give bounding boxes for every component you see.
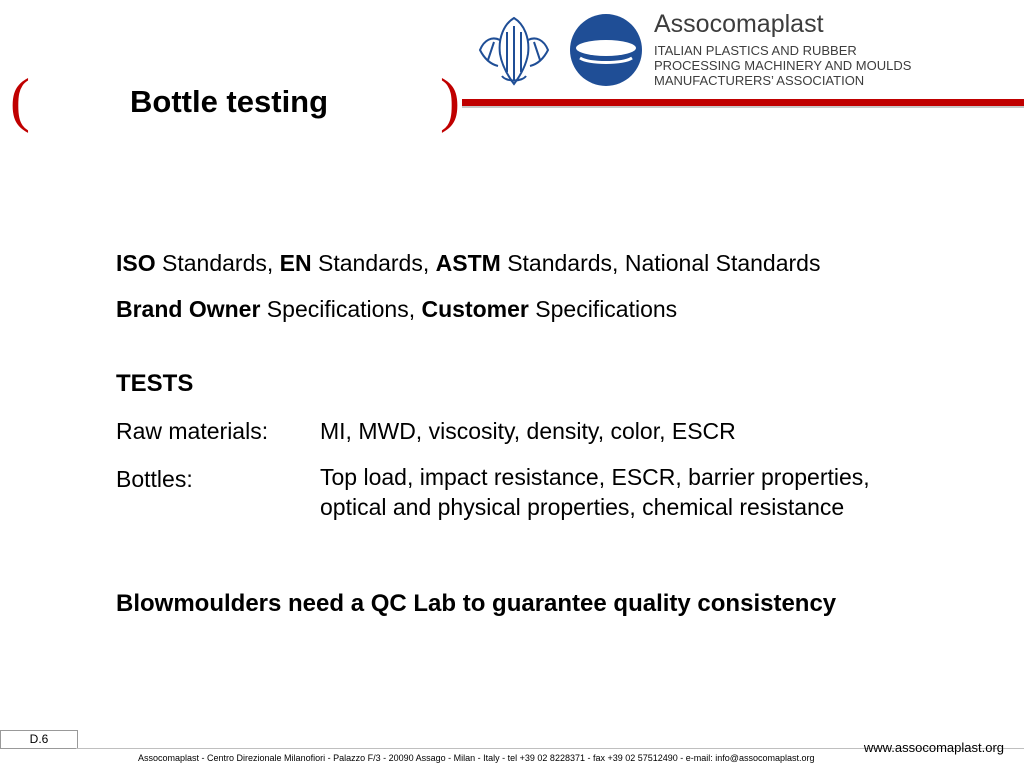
spec-customer: Customer xyxy=(421,296,529,322)
footer-address: Assocomaplast - Centro Direzionale Milanofiori - Palazzo F/3 - 20090 Assago - Milan - Italy - tel +39 02 8228371 - fax +39 02 57512490 - e-mail: info@assocomaplast.org xyxy=(138,753,815,763)
test-row-label: Raw materials: xyxy=(116,418,269,444)
key-conclusion: Blowmoulders need a QC Lab to guarantee quality consistency xyxy=(116,590,837,617)
specs-text: Specifications, xyxy=(260,296,422,322)
test-row-value: MI, MWD, viscosity, density, color, ESCR xyxy=(320,418,736,444)
standards-line-2 xyxy=(116,296,677,323)
standards-text: Standards, xyxy=(155,250,280,276)
header-gray-rule xyxy=(462,106,1024,108)
specs-text: Specifications xyxy=(528,296,678,322)
standard-en: EN xyxy=(279,250,312,276)
slide-title: Bottle testing xyxy=(130,84,329,119)
standard-astm: ASTM xyxy=(435,250,501,276)
left-bracket-ornament: ( xyxy=(10,67,30,133)
association-logo xyxy=(472,8,932,92)
right-bracket-ornament: ) xyxy=(440,67,460,133)
spec-brand-owner: Brand Owner xyxy=(116,296,261,322)
association-subtitle: ITALIAN PLASTICS AND RUBBER PROCESSING MACHINERY AND MOULDS MANUFACTURERS’ ASSOCIATION xyxy=(654,43,912,88)
standards-line-1 xyxy=(116,250,820,277)
test-row-value: Top load, impact resistance, ESCR, barrier properties, optical and physical properties, chemical resistance xyxy=(320,464,870,520)
assocomaplast-emblem-icon xyxy=(566,10,646,90)
website-link[interactable]: www.assocomaplast.org xyxy=(863,740,1004,755)
standards-text: Standards, National Standards xyxy=(500,250,821,276)
confindustria-eagle-icon xyxy=(474,10,554,90)
header-red-rule xyxy=(462,99,1024,106)
tests-heading: TESTS xyxy=(116,370,194,397)
test-row-label: Bottles: xyxy=(116,466,193,492)
standard-iso: ISO xyxy=(116,250,156,276)
standards-text: Standards, xyxy=(311,250,436,276)
slide-number: D.6 xyxy=(0,730,78,749)
association-name: Assocomaplast xyxy=(654,10,824,38)
